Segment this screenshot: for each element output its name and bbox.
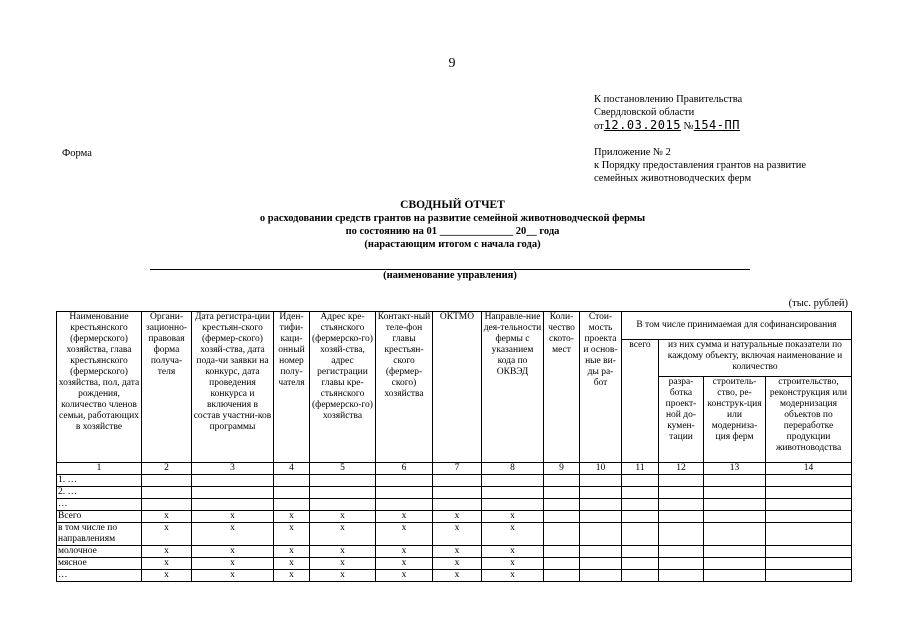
header-registration-dates: Дата регистра-ции крестьян-ского (фермер-ского) хозяй-ства, дата пода-чи заявки на конкурс, дата проведения конкурса и включения в состав участни-ков программы (192, 312, 274, 463)
header-cofinancing-group: В том числе принимаемая для софинансирования (622, 312, 852, 340)
table-cell (482, 475, 544, 487)
table-cell (310, 499, 376, 511)
header-livestock-places: Коли-чество ското-мест (544, 312, 580, 463)
table-cell: x (310, 570, 376, 582)
table-cell: x (310, 558, 376, 570)
table-row (57, 546, 852, 558)
table-cell: x (142, 546, 192, 558)
table-cell: x (310, 523, 376, 546)
header-total: всего (622, 340, 659, 463)
col-number: 2 (142, 463, 192, 475)
col-number: 10 (580, 463, 622, 475)
table-cell (580, 487, 622, 499)
table-cell (659, 487, 704, 499)
table-cell: x (310, 511, 376, 523)
table-cell: x (482, 511, 544, 523)
table-row (57, 487, 852, 499)
table-cell: x (192, 523, 274, 546)
table-cell (766, 511, 852, 523)
table-row (57, 499, 852, 511)
table-cell (704, 487, 766, 499)
table-cell: x (192, 570, 274, 582)
table-cell (580, 570, 622, 582)
row-label: в том числе по направлениям (57, 523, 142, 546)
table-cell: x (376, 523, 433, 546)
col-number: 9 (544, 463, 580, 475)
table-cell (544, 558, 580, 570)
table-cell: x (142, 570, 192, 582)
table-cell (766, 570, 852, 582)
appendix-line-3: семейных животноводческих ферм (594, 173, 752, 184)
table-cell (622, 558, 659, 570)
table-row (57, 475, 852, 487)
report-table (56, 311, 852, 582)
decree-number: 154-ПП (693, 118, 740, 132)
table-cell (622, 546, 659, 558)
table-cell: x (482, 558, 544, 570)
table-cell (544, 546, 580, 558)
table-cell (704, 499, 766, 511)
header-activity: Направле-ние дея-тельности фермы с указанием кода по ОКВЭД (482, 312, 544, 463)
report-date-line: по состоянию на 01 ______________ 20__ года (345, 226, 560, 237)
table-cell (544, 523, 580, 546)
col-number: 14 (766, 463, 852, 475)
table-cell: x (192, 511, 274, 523)
table-cell (580, 499, 622, 511)
table-cell (622, 511, 659, 523)
appendix-reference (594, 146, 806, 185)
form-label: Форма (62, 148, 92, 159)
table-cell (704, 558, 766, 570)
table-cell: x (482, 546, 544, 558)
table-cell: x (482, 523, 544, 546)
table-cell (192, 487, 274, 499)
table-cell (433, 487, 482, 499)
table-cell (544, 487, 580, 499)
table-cell (622, 523, 659, 546)
table-cell (433, 499, 482, 511)
table-cell (580, 475, 622, 487)
table-cell (766, 499, 852, 511)
table-cell (659, 499, 704, 511)
table-cell: x (376, 570, 433, 582)
header-design-docs: разра-ботка проект-ной до-кумен-тации (659, 377, 704, 463)
table-cell (544, 570, 580, 582)
table-cell (544, 499, 580, 511)
decree-line-1: К постановлению Правительства (594, 94, 743, 105)
table-cell: x (433, 511, 482, 523)
table-row (57, 511, 852, 523)
header-address: Адрес кре-стьянского (фермерско-го) хозяй-ства, адрес регистрации главы кре-стьянского (фермерско-го) хозяйства (310, 312, 376, 463)
row-label: 1. … (57, 475, 142, 487)
table-cell (142, 487, 192, 499)
table-cell (766, 558, 852, 570)
table-cell (580, 546, 622, 558)
table-cell: x (192, 558, 274, 570)
table-cell (622, 570, 659, 582)
table-cell (580, 511, 622, 523)
page-number: 9 (448, 56, 456, 71)
table-cell: x (433, 558, 482, 570)
table-cell: x (433, 546, 482, 558)
table-cell (622, 487, 659, 499)
table-cell (704, 511, 766, 523)
header-id-number: Иден-тифи-каци-онный номер полу-чателя (274, 312, 310, 463)
table-cell (659, 570, 704, 582)
decree-date-line (594, 119, 742, 133)
table-cell (274, 475, 310, 487)
table-cell (482, 499, 544, 511)
decree-date: 12.03.2015 (603, 118, 681, 132)
decree-num-prefix: № (683, 121, 694, 132)
header-processing-construction: строительство, реконструкция или модернизация объектов по переработке продукции животноводства (766, 377, 852, 463)
table-cell (622, 499, 659, 511)
table-cell: x (142, 511, 192, 523)
table-cell (142, 499, 192, 511)
table-cell (544, 475, 580, 487)
table-row (57, 558, 852, 570)
decree-date-prefix: от (594, 121, 604, 132)
table-cell (704, 546, 766, 558)
header-per-object-group: из них сумма и натуральные показатели по каждому объекту, включая наименование и количество (659, 340, 852, 377)
report-cumulative-note: (нарастающим итогом с начала года) (364, 239, 541, 250)
header-oktmo: ОКТМО (433, 312, 482, 463)
col-number: 6 (376, 463, 433, 475)
table-cell: x (433, 523, 482, 546)
table-cell (310, 487, 376, 499)
table-cell (274, 499, 310, 511)
table-cell (766, 546, 852, 558)
table-cell (376, 475, 433, 487)
table-cell (659, 558, 704, 570)
row-label: молочное (57, 546, 142, 558)
header-phone: Контакт-ный теле-фон главы крестьян-ского (фермер-ского) хозяйства (376, 312, 433, 463)
table-cell: x (142, 558, 192, 570)
table-cell (433, 475, 482, 487)
row-label: … (57, 570, 142, 582)
table-cell: x (274, 546, 310, 558)
table-cell: x (142, 523, 192, 546)
report-title: СВОДНЫЙ ОТЧЕТ (400, 199, 505, 211)
table-cell (766, 523, 852, 546)
table-cell (142, 475, 192, 487)
col-number: 13 (704, 463, 766, 475)
table-cell (704, 523, 766, 546)
table-cell (544, 511, 580, 523)
table-cell: x (310, 546, 376, 558)
management-label: (наименование управления) (383, 270, 517, 281)
row-label: Всего (57, 511, 142, 523)
table-cell (622, 475, 659, 487)
col-number: 3 (192, 463, 274, 475)
column-numbers-row (57, 463, 852, 475)
table-cell (482, 487, 544, 499)
table-cell: x (482, 570, 544, 582)
col-number: 5 (310, 463, 376, 475)
col-number: 1 (57, 463, 142, 475)
report-subtitle: о расходовании средств грантов на развитие семейной животноводческой фермы (259, 213, 646, 224)
row-label: мясное (57, 558, 142, 570)
table-cell (659, 523, 704, 546)
report-title-block (180, 199, 725, 251)
col-number: 4 (274, 463, 310, 475)
table-cell (766, 475, 852, 487)
table-cell (659, 546, 704, 558)
appendix-line-1: Приложение № 2 (594, 147, 671, 158)
table-cell: x (274, 511, 310, 523)
row-label: 2. … (57, 487, 142, 499)
table-cell: x (192, 546, 274, 558)
col-number: 11 (622, 463, 659, 475)
table-cell: x (274, 558, 310, 570)
table-cell: x (433, 570, 482, 582)
table-cell: x (376, 511, 433, 523)
table-cell: x (376, 558, 433, 570)
decree-line-2: Свердловской области (594, 107, 695, 118)
appendix-line-2: к Порядку предоставления грантов на развитие (594, 160, 807, 171)
table-cell (704, 570, 766, 582)
col-number: 12 (659, 463, 704, 475)
table-cell: x (376, 546, 433, 558)
header-farm-name: Наименование крестьянского (фермерского) хозяйства, глава крестьянского (фермерского) хозяйства, пол, дата рождения, количество членов семьи, работающих в хозяйстве (57, 312, 142, 463)
header-legal-form: Органи-зационно-правовая форма получа-теля (142, 312, 192, 463)
table-cell (659, 511, 704, 523)
table-cell (376, 499, 433, 511)
table-cell (659, 475, 704, 487)
table-cell (376, 487, 433, 499)
table-row (57, 570, 852, 582)
table-cell (192, 499, 274, 511)
table-cell (192, 475, 274, 487)
header-farm-construction: строитель-ство, ре-конструк-ция или модерниза-ция ферм (704, 377, 766, 463)
table-cell (766, 487, 852, 499)
decree-reference (594, 93, 742, 133)
table-cell: x (274, 523, 310, 546)
header-project-cost: Стои-мость проекта и основ-ные ви-ды ра-бот (580, 312, 622, 463)
table-cell: x (274, 570, 310, 582)
table-cell (580, 558, 622, 570)
table-cell (704, 475, 766, 487)
table-row (57, 523, 852, 546)
table-cell (310, 475, 376, 487)
col-number: 8 (482, 463, 544, 475)
table-cell (580, 523, 622, 546)
table-cell (274, 487, 310, 499)
col-number: 7 (433, 463, 482, 475)
row-label: … (57, 499, 142, 511)
units-label: (тыс. рублей) (788, 298, 848, 309)
